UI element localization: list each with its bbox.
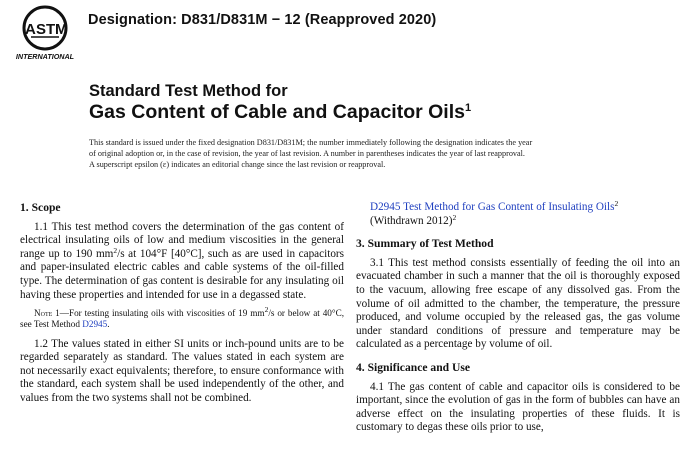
paragraph-3-1: 3.1 This test method consists essentially of feeding the oil into an evacuated chamber in such a manner that the oil is thoroughly exposed to the vacuum, allowing free escape of any dissolved gas. From the volume of oil admitted to the chamber, the temperature, the pressure produced, and volume occupied by the released gas, the gas volume under standard conditions of pressure and temperature may be calculated as a percentage by volume of oil.	[356, 256, 680, 351]
svg-text:T: T	[46, 21, 56, 38]
reference-d2945: D2945 Test Method for Gas Content of Insulating Oils$^2$ (Withdrawn 2012)$^2$	[370, 199, 619, 227]
title-footnote-mark[interactable]: 1	[464, 102, 472, 114]
svg-text:M: M	[55, 21, 68, 38]
astm-logo	[11, 4, 79, 62]
d2945-link[interactable]: D2945	[82, 319, 108, 330]
left-column	[20, 201, 344, 406]
title-main: Gas Content of Cable and Capacitor Oils	[89, 101, 465, 123]
document-title	[89, 82, 471, 123]
paragraph-1-1: 1.1 This test method covers the determination of the gas content of electrical insulating oils of low and medium viscosities in the general range up to 190 $mm^2/s$ at 104°F [40°C], such as are used in capacitors and paper-insulated electric cables and cable systems of the oil-filled type. The determination of gas content is desirable for any insulating oil having these properties and intended for use in a degassed state.	[20, 220, 345, 301]
title-line-2	[89, 101, 471, 123]
paragraph-1-2: 1.2 The values stated in either SI units or inch-pound units are to be regarded separately as standard. The values stated in each system are not necessarily exact equivalents; therefore, to ensure conformance with the standard, each system shall be used independently of the other, and values from the two systems shall not be combined.	[20, 337, 344, 404]
notice-line: A superscript epsilon (ε) indicates an editorial change since the last revision or reapproval.	[89, 160, 386, 170]
paragraph-4-1: 4.1 The gas content of cable and capacitor oils is considered to be important, since the evolution of gas in the form of bubbles can have an adverse effect on the insulating properties of these fluids. It is customary to degas these oils prior to use,	[356, 380, 680, 434]
svg-text:INTERNATIONAL: INTERNATIONAL	[15, 52, 75, 61]
d2945-ref-link[interactable]: D2945	[370, 201, 401, 213]
svg-text:S: S	[36, 21, 47, 38]
issuance-notice	[89, 137, 649, 171]
note-1: Note 1—For testing insulating oils with viscosities of 19 $mm^2/s$ or below at 40°C, see Test Method D2945.	[20, 305, 344, 330]
section-heading-scope: 1. Scope	[20, 201, 61, 214]
notice-line: of original adoption or, in the case of revision, the year of last revision. A number in parentheses indicates the year of last reapproval.	[89, 149, 525, 159]
section-heading-significance: 4. Significance and Use	[356, 360, 471, 374]
notice-line: This standard is issued under the fixed designation D831/D831M; the number immediately following the designation indicates the year	[89, 138, 533, 147]
svg-text:A: A	[25, 21, 36, 38]
designation: Designation: D831/D831M − 12 (Reapproved 2020)	[88, 12, 437, 28]
right-column	[356, 201, 680, 435]
d2945-ref-title-link[interactable]: Test Method for Gas Content of Insulating Oils	[400, 201, 615, 213]
title-line-1: Standard Test Method for	[89, 82, 288, 100]
section-heading-summary: 3. Summary of Test Method	[356, 237, 494, 251]
